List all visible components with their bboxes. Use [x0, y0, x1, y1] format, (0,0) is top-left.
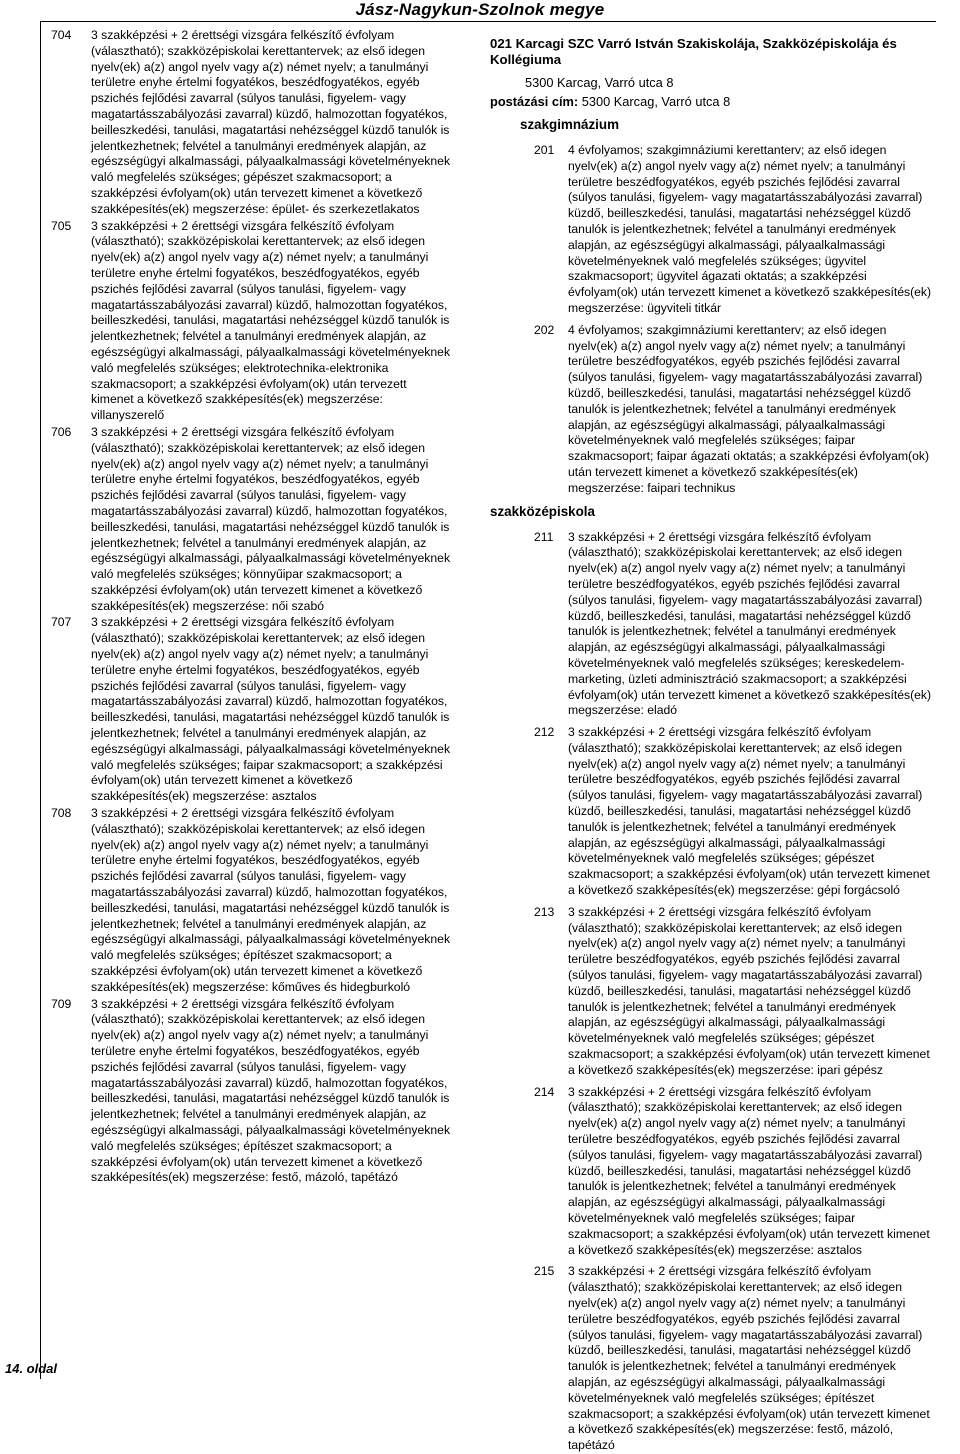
program-description: 3 szakképzési + 2 érettségi vizsgára felkészítő évfolyam (választható); szakközépiskolai kerettantervek; az első idegen nyelv(ek) a(z) angol nyelv vagy a(z) német nyelv; a tanulmányi területre beszédfogyatékos, egyéb pszichés fejlődési zavarral (súlyos tanulási, figyelem- vagy magatartásszabályozási zavarral) küzdő, beilleszkedési, tanulási, magatartási nehézséggel küzdő tanulók is jelentkezhetnek; felvétel a tanulmányi eredmények alapján, az egészségügyi alkalmassági, pályaalkalmassági követelményeknek való megfelelés szükséges; gépészet szakmacsoport; a szakképzési évfolyam(ok) után tervezett kimenet a következő szakképesítés(ek) megszerzése: gépi forgácsoló	[568, 725, 930, 898]
postal-address	[490, 94, 935, 110]
program-code: 215	[534, 1264, 555, 1279]
program-description: 3 szakképzési + 2 érettségi vizsgára felkészítő évfolyam (választható); szakközépiskolai kerettantervek; az első idegen nyelv(ek) a(z) angol nyelv vagy a(z) német nyelv; a tanulmányi területre beszédfogyatékos, egyéb pszichés fejlődési zavarral (súlyos tanulási, figyelem- vagy magatartásszabályozási zavarral) küzdő, beilleszkedési, tanulási, magatartási nehézséggel küzdő tanulók is jelentkezhetnek; felvétel a tanulmányi eredmények alapján, az egészségügyi alkalmassági, pályaalkalmassági követelményeknek való megfelelés szükséges; faipar szakmacsoport; a szakképzési évfolyam(ok) után tervezett kimenet a következő szakképesítés(ek) megszerzése: asztalos	[568, 1084, 930, 1257]
program-description: 4 évfolyamos; szakgimnáziumi kerettanterv; az első idegen nyelv(ek) a(z) angol nyelv vagy a(z) német nyelv; a tanulmányi területre beszédfogyatékos, egyéb pszichés fejlődési zavarral (súlyos tanulási, figyelem- vagy magatartásszabályozási zavarral) küzdő, beilleszkedési, tanulási, magatartási nehézséggel küzdő tanulók is jelentkezhetnek; felvétel a tanulmányi eredmények alapján, az egészségügyi alkalmassági, pályaalkalmassági követelményeknek való megfelelés szükséges; ügyvitel szakmacsoport; ügyvitel ágazati oktatás; a szakképzési évfolyam(ok) után tervezett kimenet a következő szakképesítés(ek) megszerzése: ügyviteli titkár	[568, 143, 932, 315]
program-code: 706	[51, 424, 72, 439]
page-number: 14. oldal	[5, 1361, 58, 1376]
program-code: 211	[534, 529, 554, 544]
program-code: 213	[534, 904, 555, 919]
section-heading-szakgimnazium: szakgimnázium	[520, 117, 619, 132]
left-column	[51, 28, 451, 1186]
program-entry	[490, 905, 935, 1079]
program-description: 4 évfolyamos; szakgimnáziumi kerettanterv; az első idegen nyelv(ek) a(z) angol nyelv vagy a(z) német nyelv; a tanulmányi területre beszédfogyatékos, egyéb pszichés fejlődési zavarral (súlyos tanulási, figyelem- vagy magatartásszabályozási zavarral) küzdő, beilleszkedési, tanulási, magatartási nehézséggel küzdő tanulók is jelentkezhetnek; felvétel a tanulmányi eredmények alapján, az egészségügyi alkalmassági, pályaalkalmassági követelményeknek való megfelelés szükséges; faipar szakmacsoport; faipar ágazati oktatás; a szakképzési évfolyam(ok) után tervezett kimenet a következő szakképesítés(ek) megszerzése: faipari technikus	[568, 322, 930, 495]
program-entry	[51, 28, 451, 218]
program-entry	[490, 323, 935, 497]
program-entry	[490, 530, 935, 720]
header-divider	[40, 21, 936, 22]
program-entry	[490, 1264, 935, 1454]
program-description: 3 szakképzési + 2 érettségi vizsgára felkészítő évfolyam (választható); szakközépiskolai kerettantervek; az első idegen nyelv(ek) a(z) angol nyelv vagy a(z) német nyelv; a tanulmányi területre enyhe értelmi fogyatékos, beszédfogyatékos, egyéb pszichés fejlődési zavarral (súlyos tanulási, figyelem- vagy magatartásszabályozási zavarral) küzdő, halmozottan fogyatékos, beilleszkedési, tanulási, magatartási nehézséggel küzdő tanulók is jelentkezhetnek; felvétel a tanulmányi eredmények alapján, az egészségügyi alkalmassági, pályaalkalmassági követelményeknek való megfelelés szükséges; faipar szakmacsoport; a szakképzési évfolyam(ok) után tervezett kimenet a következő szakképesítés(ek) megszerzése: asztalos	[91, 615, 451, 804]
postal-value: 5300 Karcag, Varró utca 8	[581, 94, 731, 109]
program-description: 3 szakképzési + 2 érettségi vizsgára felkészítő évfolyam (választható); szakközépiskolai kerettantervek; az első idegen nyelv(ek) a(z) angol nyelv vagy a(z) német nyelv; a tanulmányi területre beszédfogyatékos, egyéb pszichés fejlődési zavarral (súlyos tanulási, figyelem- vagy magatartásszabályozási zavarral) küzdő, beilleszkedési, tanulási, magatartási nehézséggel küzdő tanulók is jelentkezhetnek; felvétel a tanulmányi eredmények alapján, az egészségügyi alkalmassági, pályaalkalmassági követelményeknek való megfelelés szükséges; kereskedelem-marketing, üzleti adminisztráció szakmacsoport; a szakképzési évfolyam(ok) után tervezett kimenet a következő szakképesítés(ek) megszerzése: eladó	[568, 529, 932, 718]
program-code: 707	[51, 615, 72, 630]
program-description: 3 szakképzési + 2 érettségi vizsgára felkészítő évfolyam (választható); szakközépiskolai kerettantervek; az első idegen nyelv(ek) a(z) angol nyelv vagy a(z) német nyelv; a tanulmányi területre enyhe értelmi fogyatékos, beszédfogyatékos, egyéb pszichés fejlődési zavarral (súlyos tanulási, figyelem- vagy magatartásszabályozási zavarral) küzdő, halmozottan fogyatékos, beilleszkedési, tanulási, magatartási nehézséggel küzdő tanulók is jelentkezhetnek; felvétel a tanulmányi eredmények alapján, az egészségügyi alkalmassági, pályaalkalmassági követelményeknek való megfelelés szükséges; könnyűipar szakmacsoport; a szakképzési évfolyam(ok) után tervezett kimenet a következő szakképesítés(ek) megszerzése: női szabó	[91, 424, 451, 613]
school-address: 5300 Karcag, Varró utca 8	[525, 75, 674, 90]
left-margin-rule	[40, 22, 41, 1379]
program-entry	[51, 615, 451, 805]
program-code: 214	[534, 1084, 555, 1099]
program-entry	[51, 425, 451, 615]
page-header-title: Jász-Nagykun-Szolnok megye	[355, 0, 605, 19]
program-description: 3 szakképzési + 2 érettségi vizsgára felkészítő évfolyam (választható); szakközépiskolai kerettantervek; az első idegen nyelv(ek) a(z) angol nyelv vagy a(z) német nyelv; a tanulmányi területre enyhe értelmi fogyatékos, beszédfogyatékos, egyéb pszichés fejlődési zavarral (súlyos tanulási, figyelem- vagy magatartásszabályozási zavarral) küzdő, halmozottan fogyatékos, beilleszkedési, tanulási, magatartási nehézséggel küzdő tanulók is jelentkezhetnek; felvétel a tanulmányi eredmények alapján, az egészségügyi alkalmassági, pályaalkalmassági követelményeknek való megfelelés szükséges; építészet szakmacsoport; a szakképzési évfolyam(ok) után tervezett kimenet a következő szakképesítés(ek) megszerzése: festő, mázoló, tapétázó	[91, 996, 451, 1185]
program-entry	[490, 143, 935, 317]
program-description: 3 szakképzési + 2 érettségi vizsgára felkészítő évfolyam (választható); szakközépiskolai kerettantervek; az első idegen nyelv(ek) a(z) angol nyelv vagy a(z) német nyelv; a tanulmányi területre beszédfogyatékos, egyéb pszichés fejlődési zavarral (súlyos tanulási, figyelem- vagy magatartásszabályozási zavarral) küzdő, beilleszkedési, tanulási, magatartási nehézséggel küzdő tanulók is jelentkezhetnek; felvétel a tanulmányi eredmények alapján, az egészségügyi alkalmassági, pályaalkalmassági követelményeknek való megfelelés szükséges; építészet szakmacsoport; a szakképzési évfolyam(ok) után tervezett kimenet a következő szakképesítés(ek) megszerzése: festő, mázoló, tapétázó	[568, 1264, 930, 1453]
program-code: 705	[51, 218, 72, 233]
postal-label: postázási cím:	[490, 94, 579, 109]
program-code: 212	[534, 725, 555, 740]
program-code: 708	[51, 806, 72, 821]
program-code: 709	[51, 996, 72, 1011]
program-description: 3 szakképzési + 2 érettségi vizsgára felkészítő évfolyam (választható); szakközépiskolai kerettantervek; az első idegen nyelv(ek) a(z) angol nyelv vagy a(z) német nyelv; a tanulmányi területre enyhe értelmi fogyatékos, beszédfogyatékos, egyéb pszichés fejlődési zavarral (súlyos tanulási, figyelem- vagy magatartásszabályozási zavarral) küzdő, halmozottan fogyatékos, beilleszkedési, tanulási, magatartási nehézséggel küzdő tanulók is jelentkezhetnek; felvétel a tanulmányi eredmények alapján, az egészségügyi alkalmassági, pályaalkalmassági követelményeknek való megfelelés szükséges; építészet szakmacsoport; a szakképzési évfolyam(ok) után tervezett kimenet a következő szakképesítés(ek) megszerzése: kőműves és hidegburkoló	[91, 806, 451, 994]
section-heading-szakkozepiskola: szakközépiskola	[490, 503, 595, 519]
school-title: 021 Karcagi SZC Varró István Szakiskolája, Szakközépiskolája és Kollégiuma	[490, 36, 897, 67]
program-description: 3 szakképzési + 2 érettségi vizsgára felkészítő évfolyam (választható); szakközépiskolai kerettantervek; az első idegen nyelv(ek) a(z) angol nyelv vagy a(z) német nyelv; a tanulmányi területre enyhe értelmi fogyatékos, beszédfogyatékos, egyéb pszichés fejlődési zavarral (súlyos tanulási, figyelem- vagy magatartásszabályozási zavarral) küzdő, halmozottan fogyatékos, beilleszkedési, tanulási, magatartási nehézséggel küzdő tanulók is jelentkezhetnek; felvétel a tanulmányi eredmények alapján, az egészségügyi alkalmassági, pályaalkalmassági követelményeknek való megfelelés szükséges; elektrotechnika-elektronika szakmacsoport; a szakképzési évfolyam(ok) után tervezett kimenet a következő szakképesítés(ek) megszerzése: villanyszerelő	[91, 218, 451, 423]
program-code: 202	[534, 322, 555, 337]
program-description: 3 szakképzési + 2 érettségi vizsgára felkészítő évfolyam (választható); szakközépiskolai kerettantervek; az első idegen nyelv(ek) a(z) angol nyelv vagy a(z) német nyelv; a tanulmányi területre enyhe értelmi fogyatékos, beszédfogyatékos, egyéb pszichés fejlődési zavarral (súlyos tanulási, figyelem- vagy magatartásszabályozási zavarral) küzdő, halmozottan fogyatékos, beilleszkedési, tanulási, magatartási nehézséggel küzdő tanulók is jelentkezhetnek; felvétel a tanulmányi eredmények alapján, az egészségügyi alkalmassági, pályaalkalmassági követelményeknek való megfelelés szükséges; gépészet szakmacsoport; a szakképzési évfolyam(ok) után tervezett kimenet a következő szakképesítés(ek) megszerzése: épület- és szerkezetlakatos	[91, 28, 451, 216]
program-entry	[51, 219, 451, 424]
program-entry	[490, 725, 935, 899]
program-entry	[490, 1085, 935, 1259]
program-code: 704	[51, 28, 72, 42]
program-entry	[51, 806, 451, 996]
program-entry	[51, 997, 451, 1187]
program-description: 3 szakképzési + 2 érettségi vizsgára felkészítő évfolyam (választható); szakközépiskolai kerettantervek; az első idegen nyelv(ek) a(z) angol nyelv vagy a(z) német nyelv; a tanulmányi területre beszédfogyatékos, egyéb pszichés fejlődési zavarral (súlyos tanulási, figyelem- vagy magatartásszabályozási zavarral) küzdő, beilleszkedési, tanulási, magatartási nehézséggel küzdő tanulók is jelentkezhetnek; felvétel a tanulmányi eredmények alapján, az egészségügyi alkalmassági, pályaalkalmassági követelményeknek való megfelelés szükséges; gépészet szakmacsoport; a szakképzési évfolyam(ok) után tervezett kimenet a következő szakképesítés(ek) megszerzése: ipari gépész	[568, 904, 930, 1077]
program-code: 201	[534, 143, 555, 157]
right-column	[490, 36, 935, 1454]
